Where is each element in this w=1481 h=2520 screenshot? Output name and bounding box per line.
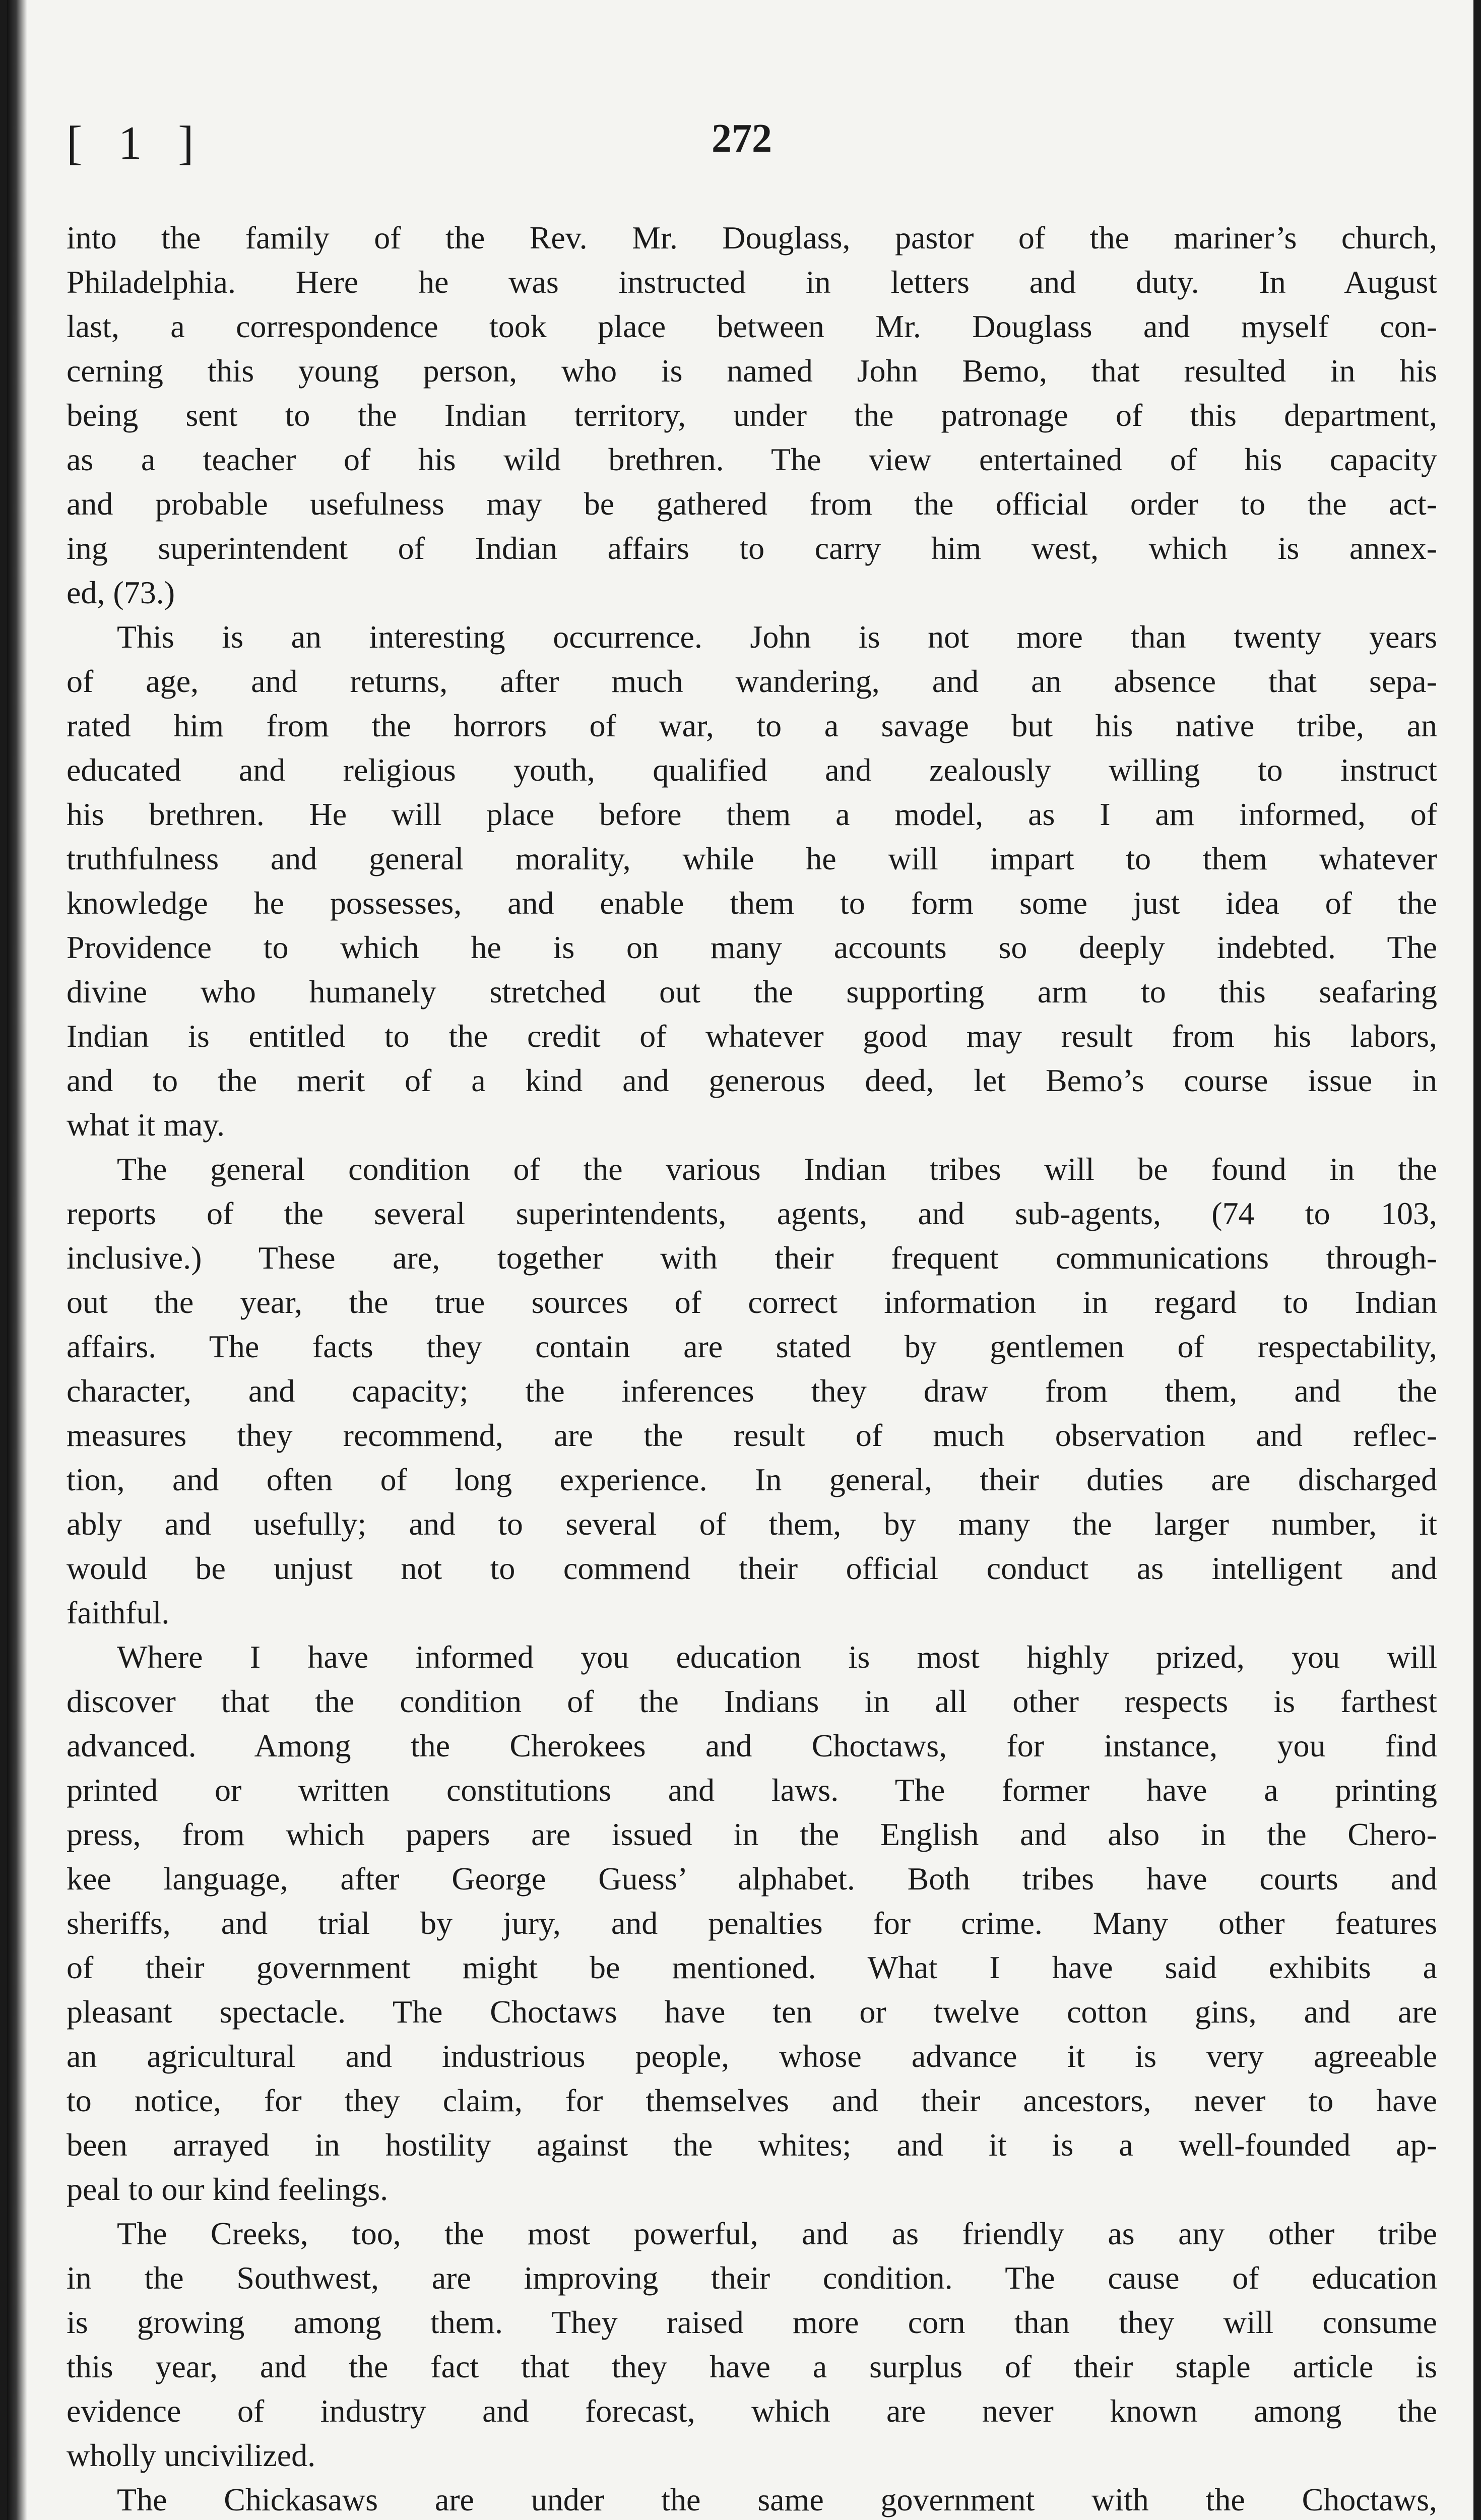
text-line: into the family of the Rev. Mr. Douglass, pastor of the mariner’s church, — [67, 220, 1437, 256]
text-line: ed, (73.) — [67, 575, 175, 610]
text-line: Indian is entitled to the credit of whatever good may result from his labors, — [67, 1018, 1437, 1054]
text-line: last, a correspondence took place between Mr. Douglass and myself con- — [67, 308, 1437, 344]
text-line: and probable usefulness may be gathered from the official order to the act- — [67, 486, 1437, 522]
text-line: ing superintendent of Indian affairs to carry him west, which is annex- — [67, 530, 1437, 566]
text-line: discover that the condition of the Indians in all other respects is farthest — [67, 1683, 1437, 1719]
text-line: peal to our kind feelings. — [67, 2171, 389, 2207]
text-line: advanced. Among the Cherokees and Choctaws, for instance, you find — [67, 1728, 1437, 1763]
text-line: educated and religious youth, qualified and zealously willing to instruct — [67, 752, 1437, 788]
text-line: ably and usefully; and to several of them, by many the larger number, it — [67, 1506, 1437, 1542]
folio-mark: [ 1 ] — [67, 117, 206, 169]
text-line: character, and capacity; the inferences they draw from them, and the — [67, 1373, 1437, 1409]
body-text — [67, 216, 1437, 2520]
text-line: cerning this young person, who is named John Bemo, that resulted in his — [67, 353, 1437, 389]
text-line: of age, and returns, after much wandering, and an absence that sepa- — [67, 663, 1437, 699]
text-line: measures they recommend, are the result of much observation and reflec- — [67, 1417, 1437, 1453]
text-line: kee language, after George Guess’ alphabet. Both tribes have courts and — [67, 1861, 1437, 1897]
text-line: tion, and often of long experience. In general, their duties are discharged — [67, 1462, 1437, 1497]
text-line: This is an interesting occurrence. John is not more than twenty years — [117, 619, 1437, 655]
text-line: and to the merit of a kind and generous deed, let Bemo’s course issue in — [67, 1062, 1437, 1098]
text-line: The Creeks, too, the most powerful, and as friendly as any other tribe — [117, 2216, 1437, 2251]
text-line: press, from which papers are issued in the English and also in the Chero- — [67, 1816, 1437, 1852]
text-line: reports of the several superintendents, agents, and sub-agents, (74 to 103, — [67, 1195, 1437, 1231]
text-line: in the Southwest, are improving their condition. The cause of education — [67, 2260, 1437, 2296]
text-line: what it may. — [67, 1107, 225, 1143]
text-line: The general condition of the various Indian tribes will be found in the — [117, 1151, 1437, 1187]
text-line: inclusive.) These are, together with their frequent communications through- — [67, 1240, 1437, 1276]
scan-edge — [7, 0, 27, 2520]
text-line: being sent to the Indian territory, under the patronage of this department, — [67, 397, 1437, 433]
text-line: wholly uncivilized. — [67, 2437, 316, 2473]
page-number: 272 — [712, 116, 772, 161]
text-line: divine who humanely stretched out the supporting arm to this seafaring — [67, 974, 1437, 1010]
text-line: would be unjust not to commend their official conduct as intelligent and — [67, 1550, 1437, 1586]
text-line: knowledge he possesses, and enable them to form some just idea of the — [67, 885, 1437, 921]
text-line: pleasant spectacle. The Choctaws have ten or twelve cotton gins, and are — [67, 1994, 1437, 2030]
page-header — [67, 116, 1437, 176]
text-block — [67, 0, 1437, 2520]
text-line: affairs. The facts they contain are stated by gentlemen of respectability, — [67, 1329, 1437, 1364]
text-line: is growing among them. They raised more corn than they will consume — [67, 2304, 1437, 2340]
text-line: been arrayed in hostility against the whites; and it is a well-founded ap- — [67, 2127, 1437, 2163]
text-line: Where I have informed you education is most highly prized, you will — [117, 1639, 1437, 1675]
text-line: printed or written constitutions and laws. The former have a printing — [67, 1772, 1437, 1808]
text-line: evidence of industry and forecast, which are never known among the — [67, 2393, 1437, 2429]
text-line: an agricultural and industrious people, whose advance it is very agreeable — [67, 2038, 1437, 2074]
document-page — [7, 0, 1473, 2520]
text-line: faithful. — [67, 1595, 170, 1630]
text-line: this year, and the fact that they have a surplus of their staple article is — [67, 2349, 1437, 2384]
text-line: his brethren. He will place before them a model, as I am informed, of — [67, 796, 1437, 832]
text-line: The Chickasaws are under the same government with the Choctaws, — [117, 2482, 1437, 2517]
text-line: Philadelphia. Here he was instructed in letters and duty. In August — [67, 264, 1437, 300]
text-line: truthfulness and general morality, while he will impart to them whatever — [67, 841, 1437, 876]
text-line: Providence to which he is on many accounts so deeply indebted. The — [67, 929, 1437, 965]
text-line: of their government might be mentioned. What I have said exhibits a — [67, 1949, 1437, 1985]
text-line: sheriffs, and trial by jury, and penalties for crime. Many other features — [67, 1905, 1437, 1941]
text-line: to notice, for they claim, for themselves and their ancestors, never to have — [67, 2083, 1437, 2118]
text-line: as a teacher of his wild brethren. The view entertained of his capacity — [67, 442, 1437, 477]
text-line: rated him from the horrors of war, to a savage but his native tribe, an — [67, 708, 1437, 743]
text-line: out the year, the true sources of correct information in regard to Indian — [67, 1284, 1437, 1320]
